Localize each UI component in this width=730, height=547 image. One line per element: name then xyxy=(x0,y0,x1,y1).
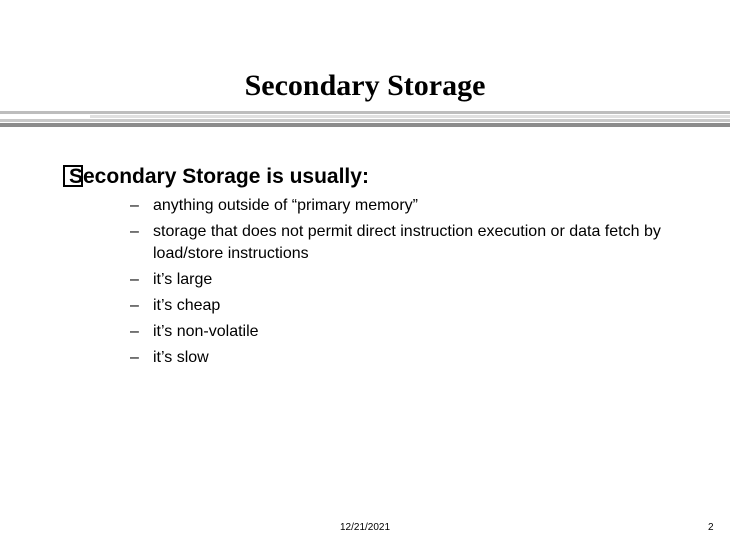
dash-icon: – xyxy=(130,297,139,314)
slide-title: Secondary Storage xyxy=(244,69,486,102)
sub-item xyxy=(130,269,690,291)
sub-item-text: it’s slow xyxy=(153,349,209,366)
sub-item-text: it’s large xyxy=(153,271,213,288)
sub-item xyxy=(130,347,690,369)
sub-item-text: anything outside of “primary memory” xyxy=(153,197,418,214)
sub-item xyxy=(130,221,690,265)
sub-item xyxy=(130,195,690,217)
dash-icon: – xyxy=(130,271,139,288)
main-bullet xyxy=(63,159,369,195)
sub-item-text: it’s cheap xyxy=(153,297,221,314)
sub-item-text: storage that does not permit direct instruction execution or data fetch by load/store instructions xyxy=(153,223,661,262)
page-number: 2 xyxy=(708,522,714,533)
sub-item xyxy=(130,321,690,343)
dash-icon: – xyxy=(130,323,139,340)
dash-icon: – xyxy=(130,349,139,366)
sub-item-text: it’s non-volatile xyxy=(153,323,259,340)
dash-icon: – xyxy=(130,197,139,214)
dash-icon: – xyxy=(130,223,139,240)
sub-item xyxy=(130,295,690,317)
footer-date: 12/21/2021 xyxy=(340,522,391,533)
main-bullet-text: Secondary Storage is usually: xyxy=(69,165,369,188)
title-rule xyxy=(0,111,730,127)
